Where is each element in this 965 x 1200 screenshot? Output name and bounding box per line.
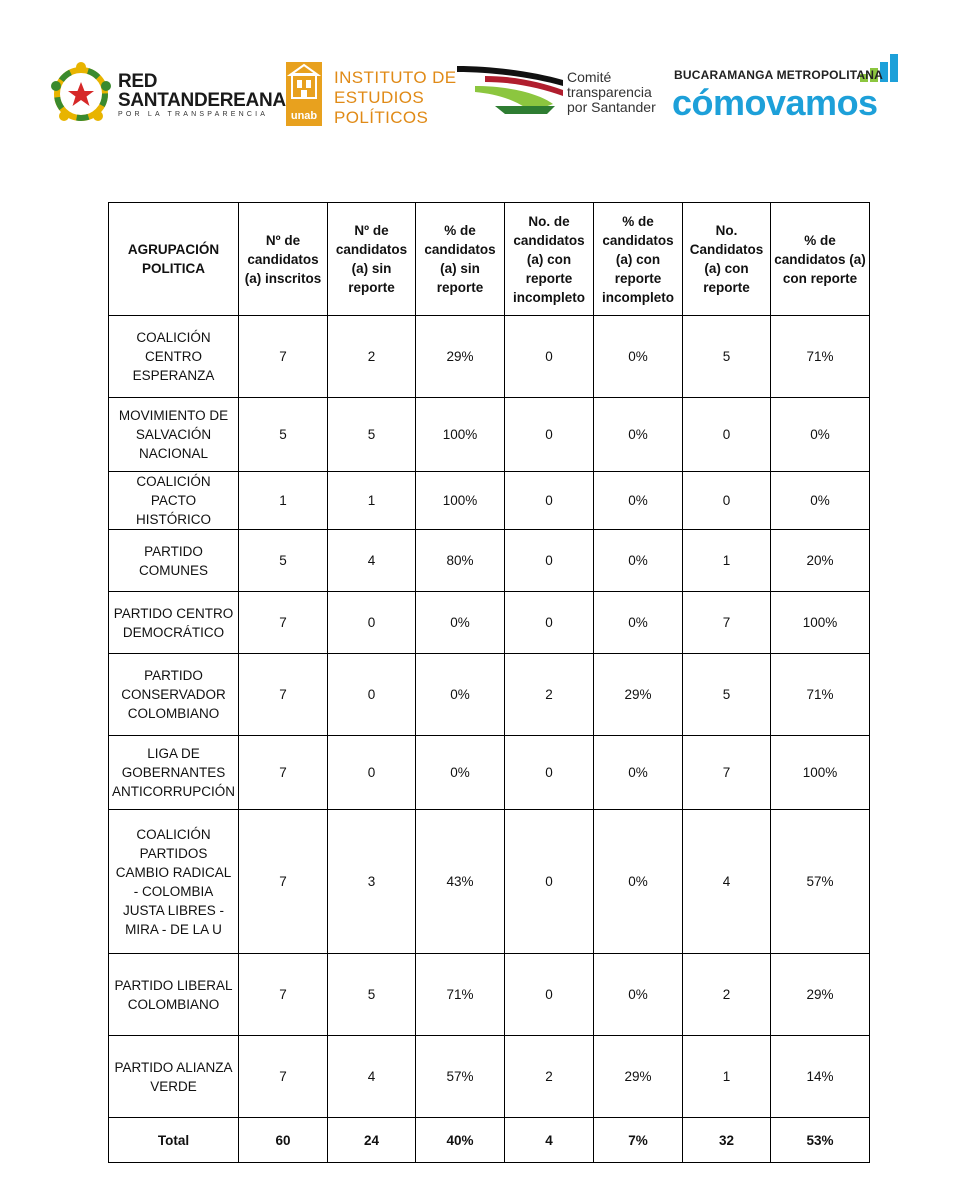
total-cell: 53% — [771, 1118, 870, 1163]
table-cell: 0 — [505, 810, 594, 954]
table-cell: 5 — [328, 954, 416, 1036]
total-row — [109, 1118, 870, 1163]
table-row — [109, 530, 870, 592]
total-cell: 60 — [239, 1118, 328, 1163]
table-cell: 1 — [683, 1036, 771, 1118]
table-cell: 0% — [594, 954, 683, 1036]
table-row — [109, 472, 870, 530]
table-cell: 57% — [771, 810, 870, 954]
table-cell: 0% — [771, 472, 870, 530]
column-header: No. Candidatos (a) con reporte — [683, 203, 771, 316]
total-cell: 40% — [416, 1118, 505, 1163]
iep-line2: ESTUDIOS — [334, 88, 425, 107]
party-name-cell: PARTIDO ALIANZA VERDE — [109, 1036, 239, 1118]
column-header: No. de candidatos (a) con reporte incompleto — [505, 203, 594, 316]
table-cell: 71% — [771, 316, 870, 398]
party-name-cell: MOVIMIENTO DE SALVACIÓN NACIONAL — [109, 398, 239, 472]
table-cell: 7 — [239, 654, 328, 736]
iep-name — [334, 68, 457, 128]
table-cell: 14% — [771, 1036, 870, 1118]
table-cell: 0 — [328, 592, 416, 654]
table-cell: 0 — [505, 398, 594, 472]
table-cell: 1 — [328, 472, 416, 530]
comite-transparencia-logo — [455, 62, 670, 122]
table-row — [109, 398, 870, 472]
red-santandereana-emblem-icon — [48, 58, 114, 130]
table-cell: 3 — [328, 810, 416, 954]
table-cell: 1 — [239, 472, 328, 530]
unab-mark — [286, 62, 322, 126]
table-cell: 4 — [328, 1036, 416, 1118]
table-cell: 7 — [239, 810, 328, 954]
table-cell: 0 — [505, 472, 594, 530]
column-header: % de candidatos (a) con reporte incompleto — [594, 203, 683, 316]
column-header: Nº de candidatos (a) inscritos — [239, 203, 328, 316]
table-cell: 29% — [771, 954, 870, 1036]
comite-swoosh-icon — [455, 62, 565, 118]
table-cell: 20% — [771, 530, 870, 592]
iep-line3: POLÍTICOS — [334, 108, 429, 127]
table-cell: 2 — [328, 316, 416, 398]
table-cell: 5 — [239, 530, 328, 592]
comovamos-wordmark: cómovamos — [672, 82, 878, 123]
table-cell: 0 — [328, 654, 416, 736]
table-cell: 4 — [328, 530, 416, 592]
comite-line2: transparencia — [567, 84, 652, 100]
table-cell: 100% — [416, 398, 505, 472]
table-cell: 29% — [416, 316, 505, 398]
table-cell: 57% — [416, 1036, 505, 1118]
comite-name — [567, 70, 656, 115]
column-header: Nº de candidatos (a) sin reporte — [328, 203, 416, 316]
table-cell: 29% — [594, 654, 683, 736]
table-cell: 0 — [505, 316, 594, 398]
table-cell: 0% — [594, 592, 683, 654]
table-cell: 71% — [416, 954, 505, 1036]
comovamos-region: BUCARAMANGA METROPOLITANA — [674, 68, 883, 82]
table-row — [109, 654, 870, 736]
table-cell: 0% — [416, 736, 505, 810]
table-cell: 1 — [683, 530, 771, 592]
table-row — [109, 736, 870, 810]
table-cell: 0% — [594, 736, 683, 810]
table-cell: 0 — [683, 472, 771, 530]
red-tagline: POR LA TRANSPARENCIA — [118, 111, 269, 118]
table-cell: 7 — [239, 592, 328, 654]
table-row — [109, 954, 870, 1036]
table-row — [109, 1036, 870, 1118]
iep-line1: INSTITUTO DE — [334, 68, 457, 87]
column-header: % de candidatos (a) sin reporte — [416, 203, 505, 316]
table-cell: 100% — [771, 592, 870, 654]
table-cell: 0% — [594, 472, 683, 530]
red-name-line2: SANTANDEREANA — [118, 90, 286, 111]
table-cell: 29% — [594, 1036, 683, 1118]
party-name-cell: PARTIDO CONSERVADOR COLOMBIANO — [109, 654, 239, 736]
table-cell: 2 — [683, 954, 771, 1036]
table-cell: 0% — [594, 316, 683, 398]
table-cell: 0 — [328, 736, 416, 810]
table-cell: 5 — [683, 654, 771, 736]
total-label-cell: Total — [109, 1118, 239, 1163]
table-cell: 7 — [239, 736, 328, 810]
table-cell: 0% — [594, 530, 683, 592]
table-cell: 5 — [683, 316, 771, 398]
red-santandereana-name — [118, 72, 286, 110]
total-cell: 7% — [594, 1118, 683, 1163]
party-name-cell: PARTIDO COMUNES — [109, 530, 239, 592]
table-cell: 2 — [505, 654, 594, 736]
total-cell: 32 — [683, 1118, 771, 1163]
table-cell: 0% — [416, 592, 505, 654]
instituto-estudios-politicos-logo — [286, 62, 456, 132]
table-cell: 100% — [771, 736, 870, 810]
table-cell: 0 — [505, 592, 594, 654]
party-name-cell: COALICIÓN CENTRO ESPERANZA — [109, 316, 239, 398]
party-name-cell: COALICIÓN PACTO HISTÓRICO — [109, 472, 239, 530]
table-cell: 7 — [239, 316, 328, 398]
party-name-cell: PARTIDO LIBERAL COLOMBIANO — [109, 954, 239, 1036]
table-body — [109, 316, 870, 1163]
table-cell: 71% — [771, 654, 870, 736]
table-cell: 0% — [594, 398, 683, 472]
column-header: AGRUPACIÓN POLITICA — [109, 203, 239, 316]
logo-strip — [0, 0, 965, 150]
total-cell: 4 — [505, 1118, 594, 1163]
table-cell: 100% — [416, 472, 505, 530]
table-cell: 7 — [239, 1036, 328, 1118]
party-name-cell: LIGA DE GOBERNANTES ANTICORRUPCIÓN — [109, 736, 239, 810]
total-cell: 24 — [328, 1118, 416, 1163]
table-cell: 7 — [683, 592, 771, 654]
table-cell: 5 — [328, 398, 416, 472]
building-icon — [286, 62, 322, 106]
candidates-report-table — [108, 202, 870, 1163]
table-cell: 0 — [505, 736, 594, 810]
comite-line1: Comité — [567, 69, 612, 85]
table-cell: 0% — [416, 654, 505, 736]
table-row — [109, 592, 870, 654]
table-header-row — [109, 203, 870, 316]
table-cell: 0 — [505, 954, 594, 1036]
unab-label: unab — [290, 110, 318, 122]
table-cell: 7 — [239, 954, 328, 1036]
table-row — [109, 316, 870, 398]
table-cell: 7 — [683, 736, 771, 810]
table-cell: 0% — [771, 398, 870, 472]
comite-line3: por Santander — [567, 99, 656, 115]
table-cell: 0 — [505, 530, 594, 592]
table-cell: 4 — [683, 810, 771, 954]
party-name-cell: COALICIÓN PARTIDOS CAMBIO RADICAL - COLOMBIA JUSTA LIBRES - MIRA - DE LA U — [109, 810, 239, 954]
table-row — [109, 810, 870, 954]
table-cell: 0 — [683, 398, 771, 472]
party-name-cell: PARTIDO CENTRO DEMOCRÁTICO — [109, 592, 239, 654]
comovamos-logo — [672, 52, 907, 122]
table-cell: 2 — [505, 1036, 594, 1118]
table-cell: 80% — [416, 530, 505, 592]
table-cell: 43% — [416, 810, 505, 954]
column-header: % de candidatos (a) con reporte — [771, 203, 870, 316]
red-name-line1: RED — [118, 71, 158, 92]
red-santandereana-logo — [48, 58, 286, 130]
table-cell: 5 — [239, 398, 328, 472]
table-cell: 0% — [594, 810, 683, 954]
